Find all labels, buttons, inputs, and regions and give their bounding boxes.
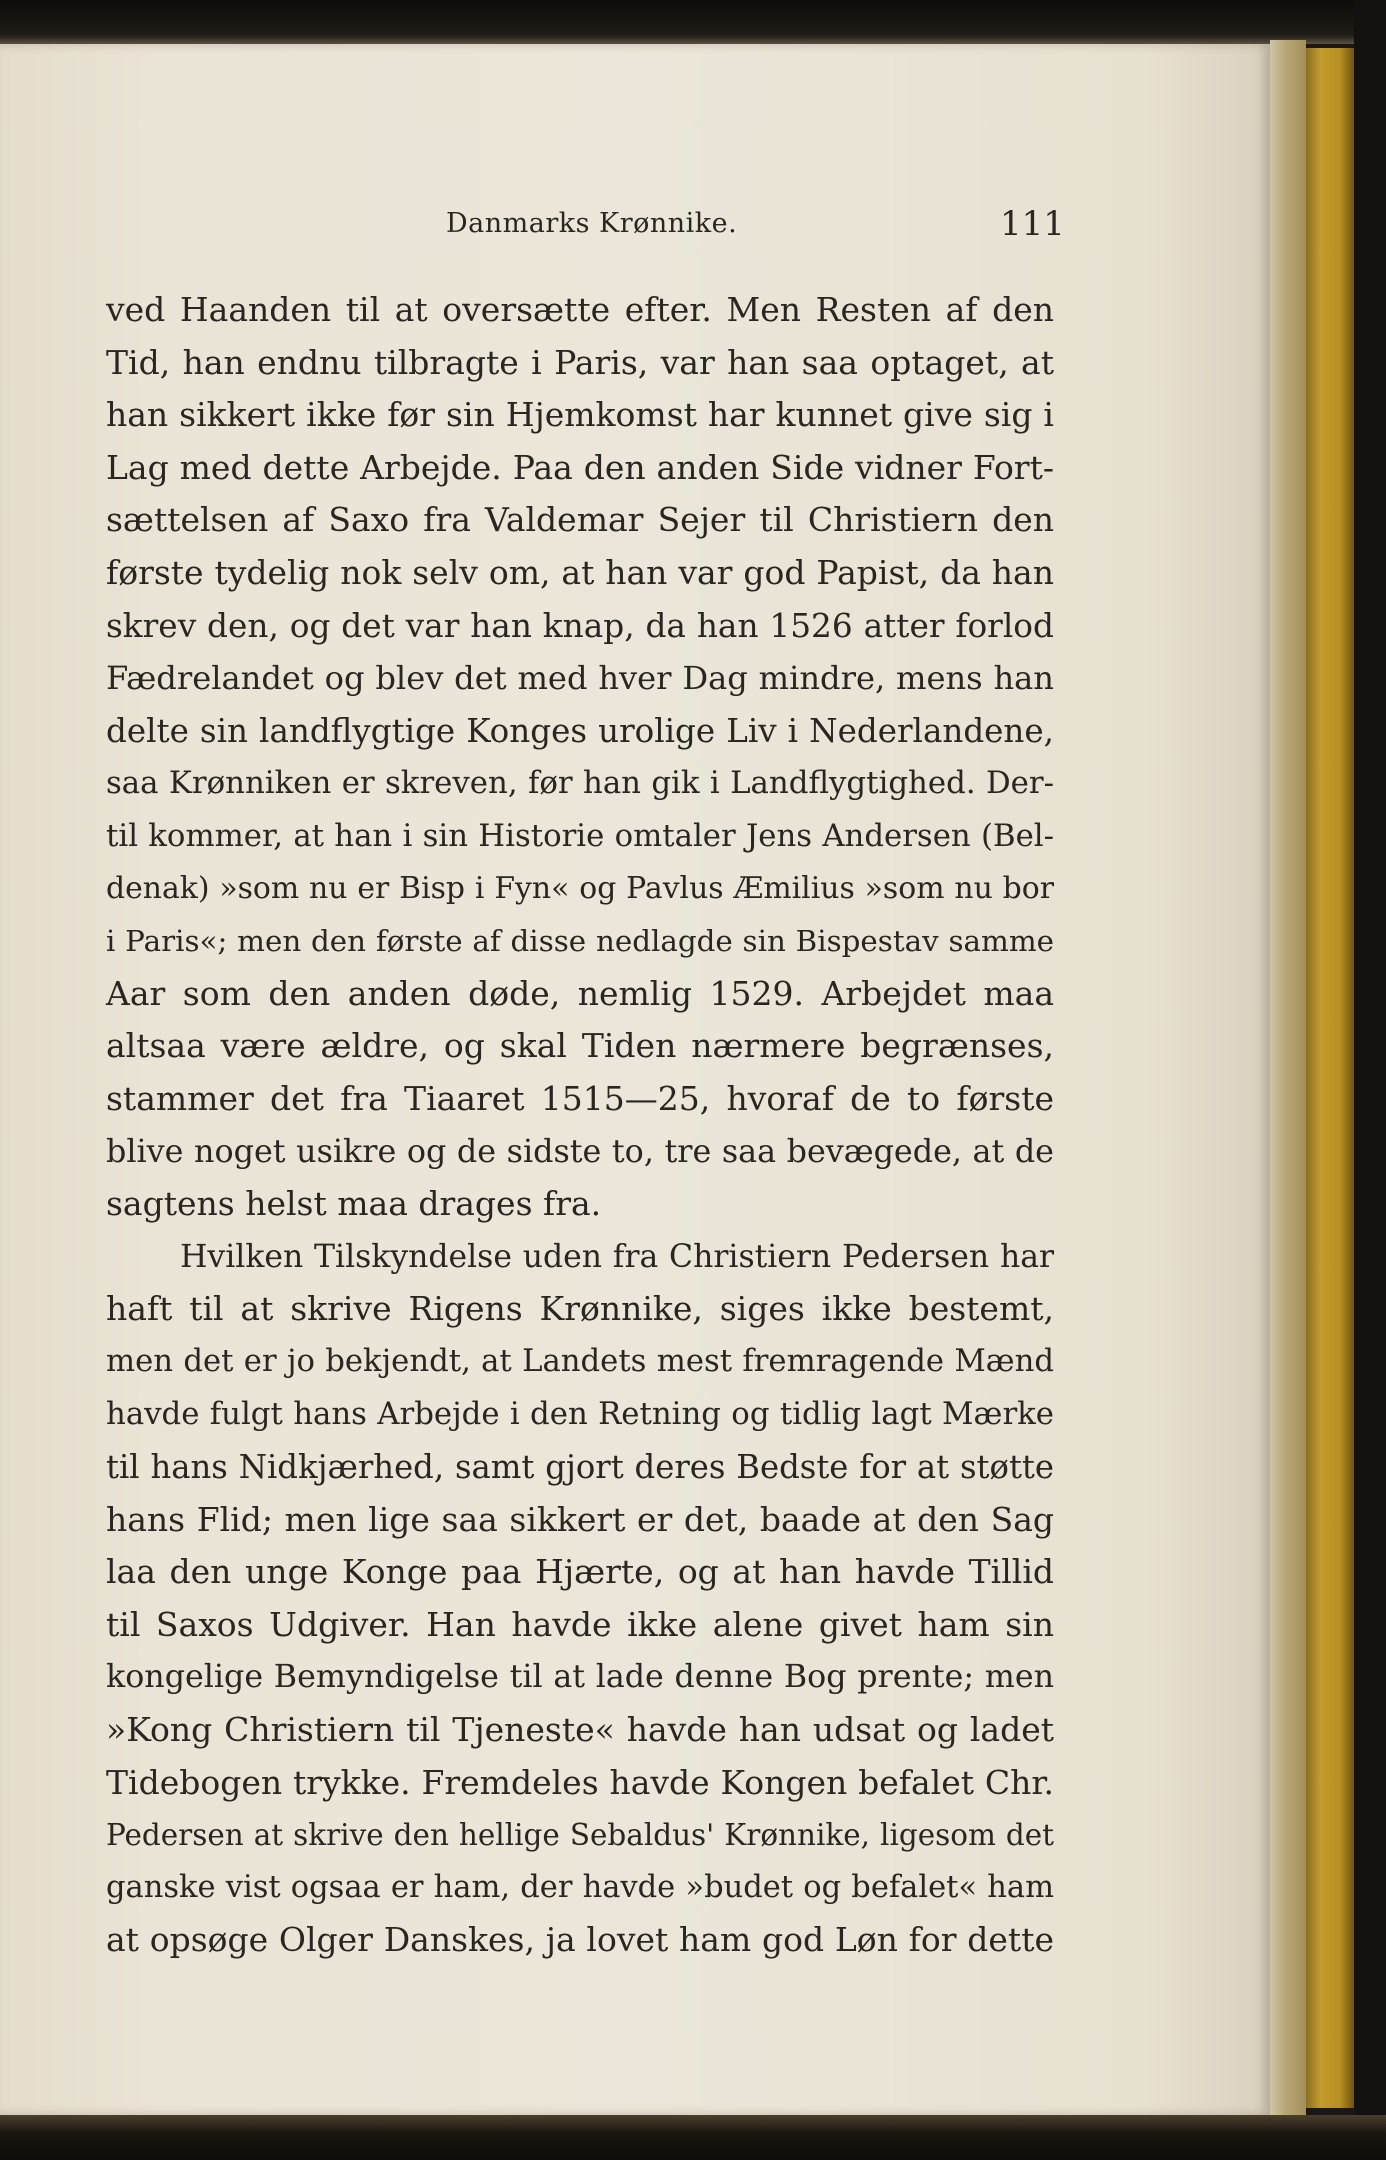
- text-line: første tydelig nok selv om, at han var god Papist, da han: [106, 552, 1054, 592]
- text-line: hans Flid; men lige saa sikkert er det, baade at den Sag: [106, 1499, 1054, 1539]
- text-line: stammer det fra Tiaaret 1515—25, hvoraf de to første: [106, 1078, 1054, 1118]
- text-line: kongelige Bemyndigelse til at lade denne Bog prente; men: [106, 1659, 1054, 1696]
- text-line: Pedersen at skrive den hellige Sebaldus' Krønnike, ligesom det: [106, 1818, 1054, 1853]
- text-line: altsaa være ældre, og skal Tiden nærmere begrænses,: [106, 1026, 1054, 1066]
- text-line: Tid, han endnu tilbragte i Paris, var han saa optaget, at: [106, 342, 1054, 382]
- text-line: sættelsen af Saxo fra Valdemar Sejer til Christiern den: [106, 500, 1054, 540]
- book-page: [0, 44, 1270, 2115]
- scan-background-right: [1354, 0, 1386, 2160]
- text-line: til Saxos Udgiver. Han havde ikke alene givet ham sin: [106, 1604, 1054, 1644]
- text-line: ved Haanden til at oversætte efter. Men Resten af den: [106, 290, 1054, 329]
- text-line: delte sin landflygtige Konges urolige Liv i Nederlandene,: [106, 711, 1054, 750]
- text-line: i Paris«; men den første af disse nedlagde sin Bispestav samme: [106, 924, 1054, 959]
- text-line: »Kong Christiern til Tjeneste« havde han udsat og ladet: [106, 1710, 1054, 1750]
- page-header: [0, 204, 1270, 254]
- text-line: skrev den, og det var han knap, da han 1526 atter forlod: [106, 606, 1054, 645]
- text-line: Aar som den anden døde, nemlig 1529. Arbejdet maa: [106, 973, 1054, 1013]
- text-line: han sikkert ikke før sin Hjemkomst har kunnet give sig i: [106, 395, 1054, 435]
- text-line: Fædrelandet og blev det med hver Dag mindre, mens han: [106, 659, 1054, 698]
- text-line: til hans Nidkjærhed, samt gjort deres Bedste for at støtte: [106, 1448, 1054, 1487]
- bottom-scan-shadow: [0, 2115, 1386, 2160]
- page-fore-edge: [1270, 40, 1306, 2120]
- text-line: denak) »som nu er Bisp i Fyn« og Pavlus Æmilius »som nu bor: [106, 870, 1054, 906]
- text-line: laa den unge Konge paa Hjærte, og at han havde Tillid: [106, 1552, 1054, 1592]
- text-line: sagtens helst maa drages fra.: [106, 1184, 602, 1224]
- text-line: ganske vist ogsaa er ham, der havde »budet og befalet« ham: [106, 1869, 1054, 1905]
- gilt-cover-edge: [1306, 48, 1354, 2108]
- page-number: 111: [1000, 204, 1065, 244]
- text-line: blive noget usikre og de sidste to, tre saa bevægede, at de: [106, 1132, 1054, 1170]
- top-scan-shadow: [0, 0, 1386, 44]
- body-text: [106, 284, 1054, 1967]
- text-line: Tidebogen trykke. Fremdeles havde Kongen befalet Chr.: [106, 1762, 1054, 1802]
- running-title: Danmarks Krønnike.: [446, 208, 738, 239]
- text-line: Hvilken Tilskyndelse uden fra Christiern Pedersen har: [180, 1238, 1054, 1275]
- text-line: saa Krønniken er skreven, før han gik i Landflygtighed. Der-: [106, 765, 1054, 802]
- text-line: havde fulgt hans Arbejde i den Retning og tidlig lagt Mærke: [106, 1396, 1054, 1433]
- text-line: haft til at skrive Rigens Krønnike, siges ikke bestemt,: [106, 1289, 1054, 1329]
- text-line: men det er jo bekjendt, at Landets mest fremragende Mænd: [106, 1343, 1054, 1379]
- text-line: at opsøge Olger Danskes, ja lovet ham god Løn for dette: [106, 1920, 1054, 1960]
- text-line: til kommer, at han i sin Historie omtaler Jens Andersen (Bel-: [106, 817, 1054, 854]
- text-line: Lag med dette Arbejde. Paa den anden Side vidner Fort-: [106, 447, 1054, 487]
